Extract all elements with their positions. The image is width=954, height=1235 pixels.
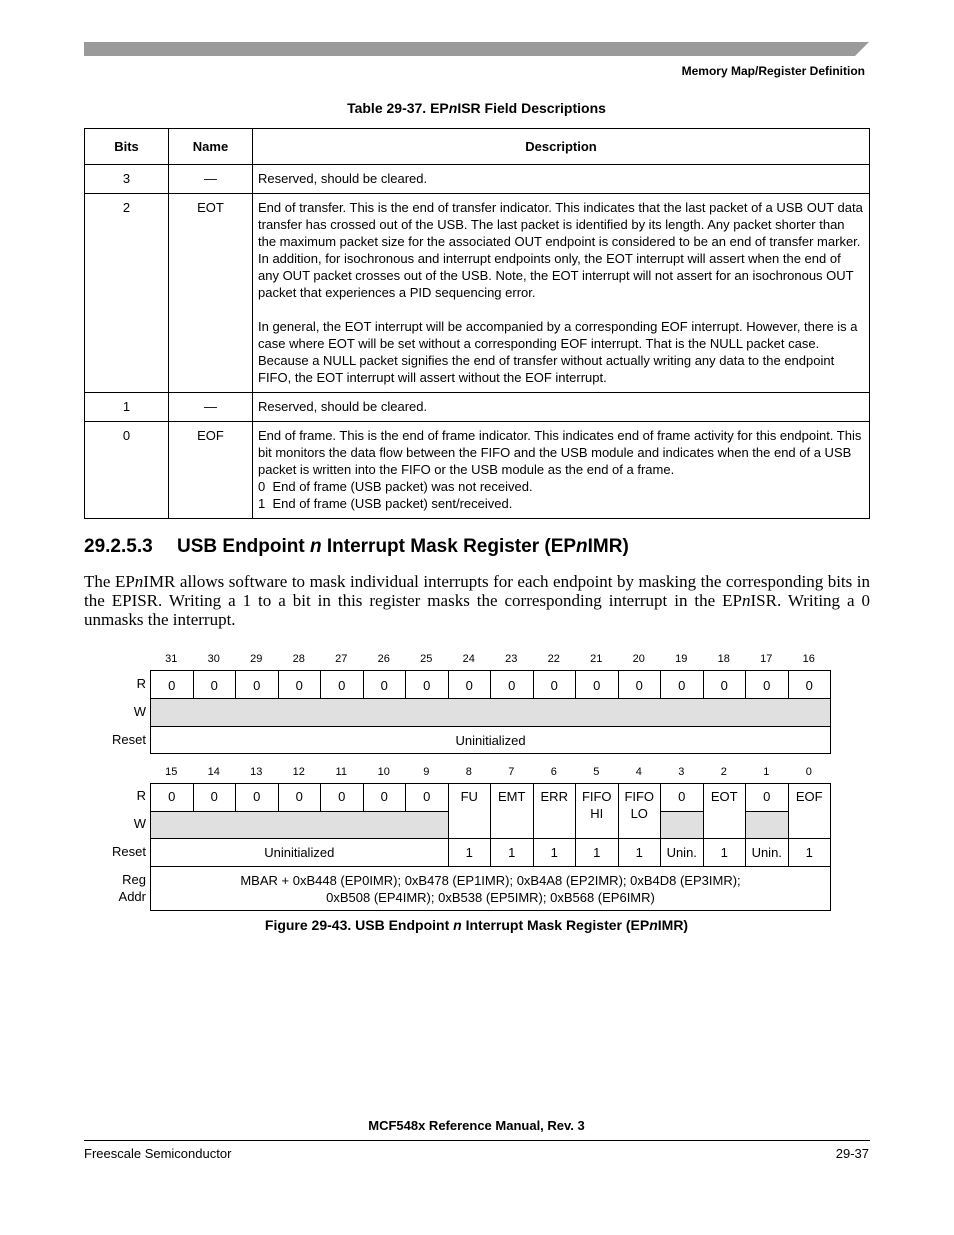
register-bit-cell: 0 bbox=[235, 670, 279, 699]
register-bit-cell: FIFO HI bbox=[575, 783, 619, 839]
reset-value-cell: Uninitialized bbox=[150, 838, 449, 867]
register-bit-cell: 0 bbox=[193, 783, 237, 812]
bit-number: 15 bbox=[165, 766, 178, 778]
bit-number: 2 bbox=[720, 766, 727, 778]
register-bit-cell: 0 bbox=[660, 783, 704, 812]
reset-value-cell: Unin. bbox=[660, 838, 704, 867]
bit-number: 14 bbox=[207, 766, 220, 778]
bit-number: 30 bbox=[207, 653, 220, 665]
page-number: 29-37 bbox=[835, 1146, 869, 1161]
bit-number: 8 bbox=[465, 766, 472, 778]
address-line: 0xB508 (EP4IMR); 0xB538 (EP5IMR); 0xB568 (EP6IMR) bbox=[326, 890, 655, 905]
register-bit-cell: 0 bbox=[405, 670, 449, 699]
bit-number: 17 bbox=[760, 653, 773, 665]
bit-number: 26 bbox=[377, 653, 390, 665]
register-bit-cell: 0 bbox=[405, 783, 449, 812]
bit-number: 0 bbox=[805, 766, 812, 778]
write-row-reserved bbox=[660, 811, 704, 839]
register-bit-cell: FU bbox=[448, 783, 492, 839]
header-bar bbox=[84, 42, 869, 56]
register-bit-cell: 0 bbox=[575, 670, 619, 699]
bit-number: 4 bbox=[635, 766, 642, 778]
reset-value-cell: 1 bbox=[448, 838, 492, 867]
row-label-w: W bbox=[133, 816, 146, 831]
register-bit-cell: 0 bbox=[150, 783, 194, 812]
write-row-reserved bbox=[150, 811, 449, 839]
field-description-table bbox=[84, 128, 870, 519]
running-header: Memory Map/Register Definition bbox=[681, 64, 865, 78]
bit-number: 28 bbox=[292, 653, 305, 665]
register-bit-cell: 0 bbox=[193, 670, 237, 699]
bit-number: 31 bbox=[165, 653, 178, 665]
row-label-reset: Reset bbox=[112, 732, 146, 747]
bit-number: 27 bbox=[335, 653, 348, 665]
register-bit-cell: 0 bbox=[320, 670, 364, 699]
reset-value-cell: 1 bbox=[618, 838, 662, 867]
row-label-reset: Reset bbox=[112, 844, 146, 859]
body-paragraph: The EPnIMR allows software to mask individual interrupts for each endpoint by masking the corresponding bits in the EPISR. Writing a 1 to a bit in this register masks the corresponding interrupt in the EPnISR. Writing a 0 unmasks the interrupt. bbox=[84, 572, 871, 629]
bit-number: 13 bbox=[250, 766, 263, 778]
bit-number: 24 bbox=[462, 653, 475, 665]
table-row: 3 — Reserved, should be cleared. bbox=[85, 165, 870, 194]
footer-company: Freescale Semiconductor bbox=[84, 1146, 232, 1161]
reset-value-cell: 1 bbox=[703, 838, 747, 867]
register-bit-cell: 0 bbox=[618, 670, 662, 699]
bit-number: 16 bbox=[802, 653, 815, 665]
bit-number: 9 bbox=[423, 766, 430, 778]
table-row: 0 EOF End of frame. This is the end of frame indicator. This indicates end of frame activity for this endpoint. This bit monitors the data flow between the FIFO and the USB module and indicates when the end of a USB packet is written into the FIFO or the USB module as the end of a frame. 0 End of frame (USB packet) was not received. 1 End of frame (USB packet) sent/received. bbox=[85, 422, 870, 519]
figure-caption: Figure 29-43. USB Endpoint n Interrupt Mask Register (EPnIMR) bbox=[264, 917, 689, 933]
bit-number: 18 bbox=[717, 653, 730, 665]
reset-value-cell: Unin. bbox=[745, 838, 789, 867]
register-bit-cell: 0 bbox=[278, 670, 322, 699]
table-caption: Table 29-37. EPnISR Field Descriptions bbox=[347, 100, 606, 116]
register-bit-cell: 0 bbox=[235, 783, 279, 812]
register-bit-cell: 0 bbox=[278, 783, 322, 812]
bit-number: 12 bbox=[292, 766, 305, 778]
write-row-reserved bbox=[150, 698, 831, 727]
table-row: 1 — Reserved, should be cleared. bbox=[85, 393, 870, 422]
col-header-name: Name bbox=[169, 129, 253, 165]
bit-number: 25 bbox=[420, 653, 433, 665]
register-bit-cell: ERR bbox=[533, 783, 577, 839]
register-bit-cell: FIFO LO bbox=[618, 783, 662, 839]
register-address-cell bbox=[150, 866, 831, 911]
bit-number: 19 bbox=[675, 653, 688, 665]
bit-number: 20 bbox=[632, 653, 645, 665]
register-bit-cell: 0 bbox=[320, 783, 364, 812]
bit-number: 11 bbox=[335, 766, 347, 778]
row-label-r: R bbox=[136, 788, 146, 803]
register-bit-cell: 0 bbox=[363, 783, 407, 812]
bit-number: 23 bbox=[505, 653, 518, 665]
register-bit-cell: 0 bbox=[788, 670, 832, 699]
register-bit-cell: 0 bbox=[150, 670, 194, 699]
bit-number: 21 bbox=[590, 653, 603, 665]
col-header-bits: Bits bbox=[85, 129, 169, 165]
bit-number: 6 bbox=[550, 766, 557, 778]
register-bit-cell: 0 bbox=[363, 670, 407, 699]
register-bit-cell: 0 bbox=[490, 670, 534, 699]
bit-number: 5 bbox=[593, 766, 600, 778]
bit-number: 10 bbox=[377, 766, 390, 778]
bit-number: 3 bbox=[678, 766, 685, 778]
reset-value-cell: 1 bbox=[788, 838, 832, 867]
row-label-reg: Reg bbox=[122, 872, 146, 887]
row-label-addr: Addr bbox=[118, 889, 146, 904]
register-bit-cell: EMT bbox=[490, 783, 534, 839]
bit-number: 29 bbox=[250, 653, 263, 665]
register-bit-cell: 0 bbox=[533, 670, 577, 699]
address-line: MBAR + 0xB448 (EP0IMR); 0xB478 (EP1IMR); 0xB4A8 (EP2IMR); 0xB4D8 (EP3IMR); bbox=[240, 873, 741, 888]
table-row: 2 EOT End of transfer. This is the end of transfer indicator. This indicates that the last packet of a USB OUT data transfer has crossed out of the USB. The last packet is identified by its length. Any packet shorter than the maximum packet size for the associated OUT endpoint is considered to be an end of transfer marker. In addition, for isochronous and interrupt endpoints only, the EOT interrupt will assert when the end of any OUT packet crosses out of the USB. Note, the EOT interrupt will not assert for an isochronous OUT packet that experiences a PID sequencing error. In general, the EOT interrupt will be accompanied by a corresponding EOF interrupt. However, there is a case where EOT will be set without a corresponding EOF interrupt. That is the NULL packet case. Because a NULL packet signifies the end of transfer without actually writing any data to the endpoint FIFO, the EOT interrupt will assert without the EOF interrupt. bbox=[85, 194, 870, 393]
row-label-w: W bbox=[133, 704, 146, 719]
register-bit-cell: 0 bbox=[745, 783, 789, 812]
register-bit-cell: 0 bbox=[660, 670, 704, 699]
bit-number: 7 bbox=[508, 766, 515, 778]
reset-value-cell: Uninitialized bbox=[150, 726, 831, 754]
register-bit-cell: 0 bbox=[703, 670, 747, 699]
register-bit-cell: EOF bbox=[788, 783, 832, 839]
write-row-reserved bbox=[745, 811, 789, 839]
reset-value-cell: 1 bbox=[575, 838, 619, 867]
reset-value-cell: 1 bbox=[490, 838, 534, 867]
register-bit-cell: 0 bbox=[448, 670, 492, 699]
footer-rule bbox=[84, 1140, 870, 1141]
col-header-description: Description bbox=[253, 129, 870, 165]
row-label-r: R bbox=[136, 676, 146, 691]
bit-number: 1 bbox=[763, 766, 770, 778]
bit-number: 22 bbox=[547, 653, 560, 665]
register-bit-cell: 0 bbox=[745, 670, 789, 699]
footer-title: MCF548x Reference Manual, Rev. 3 bbox=[368, 1118, 585, 1133]
reset-value-cell: 1 bbox=[533, 838, 577, 867]
section-heading: 29.2.5.3 USB Endpoint n Interrupt Mask Register (EPnIMR) bbox=[84, 536, 629, 557]
register-bit-cell: EOT bbox=[703, 783, 747, 839]
